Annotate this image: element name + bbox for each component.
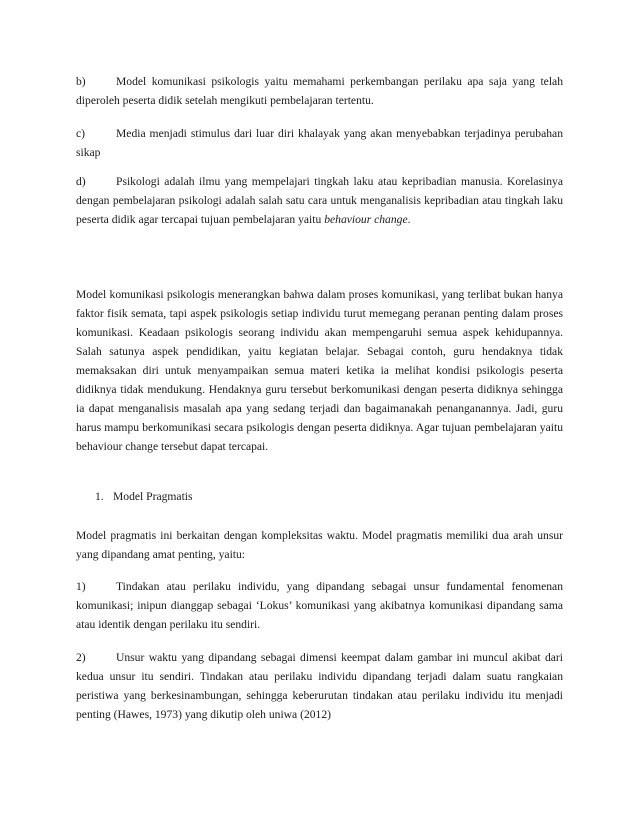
paragraph-pragmatis	[76, 526, 563, 564]
list-item-1	[76, 577, 563, 634]
list-item-d	[76, 172, 563, 229]
item-text: Tindakan atau perilaku individu, yang dipandang sebagai unsur fundamental fenomenan komunikasi; inipun dianggap sebagai ‘Lokus’ komunikasi yang akibatnya komunikasi dipandang sama atau identik dengan perilaku itu sendiri.	[76, 580, 563, 631]
paragraph-psikologis	[76, 285, 563, 456]
item-marker: c)	[76, 127, 86, 140]
paragraph-text: Model pragmatis ini berkaitan dengan kompleksitas waktu. Model pragmatis memiliki dua arah unsur yang dipandang amat penting, yaitu:	[76, 529, 563, 561]
item-marker: 2)	[76, 651, 86, 664]
item-italic-term: behaviour change	[324, 213, 408, 226]
list-item-c	[76, 124, 563, 162]
item-text: Model komunikasi psikologis yaitu memahami perkembangan perilaku apa saja yang telah diperoleh peserta didik setelah mengikuti pembelajaran tertentu.	[76, 75, 563, 107]
heading-title: Model Pragmatis	[113, 490, 193, 503]
list-item-2	[76, 648, 563, 724]
item-text: Psikologi adalah ilmu yang mempelajari tingkah laku atau kepribadian manusia. Korelasinya dengan pembelajaran psikologi adalah salah satu cara untuk menganalisis kepribadian atau tingkah laku peserta didik agar tercapai tujuan pembelajaran yaitu	[76, 175, 563, 226]
paragraph-text: Model komunikasi psikologis menerangkan bahwa dalam proses komunikasi, yang terlibat bukan hanya faktor fisik semata, tapi aspek psikologis setiap individu turut memegang peranan penting dalam proses komunikasi. Keadaan psikologis seorang individu akan mempengaruhi semua aspek kehidupannya. Salah satunya aspek pendidikan, yaitu kegiatan belajar. Sebagai contoh, guru hendaknya tidak memaksakan diri untuk menyampaikan semua materi ketika ia melihat kondisi psikologis peserta didiknya tidak mendukung. Hendaknya guru tersebut berkomunikasi dengan peserta didiknya sehingga ia dapat menganalisis masalah apa yang sedang terjadi dan bagaimanakah penanganannya. Jadi, guru harus mampu berkomunikasi secara psikologis dengan peserta didiknya. Agar tujuan pembelajaran yaitu behaviour change tersebut dapat tercapai.	[76, 288, 563, 453]
item-end: .	[407, 213, 411, 226]
section-heading	[95, 490, 193, 503]
item-marker: d)	[76, 175, 86, 188]
item-marker: b)	[76, 75, 86, 88]
item-text: Unsur waktu yang dipandang sebagai dimensi keempat dalam gambar ini muncul akibat dari kedua unsur itu sendiri. Tindakan atau perilaku individu dipandang terjadi dalam suatu rangkaian peristiwa yang berkesinambungan, sehingga keberurutan tindakan atau perilaku individu itu menjadi penting (Hawes, 1973) yang dikutip oleh uniwa (2012)	[76, 651, 563, 721]
item-text: Media menjadi stimulus dari luar diri khalayak yang akan menyebabkan terjadinya perubahan sikap	[76, 127, 563, 159]
item-marker: 1)	[76, 580, 86, 593]
heading-number: 1.	[95, 490, 104, 503]
list-item-b	[76, 72, 563, 110]
